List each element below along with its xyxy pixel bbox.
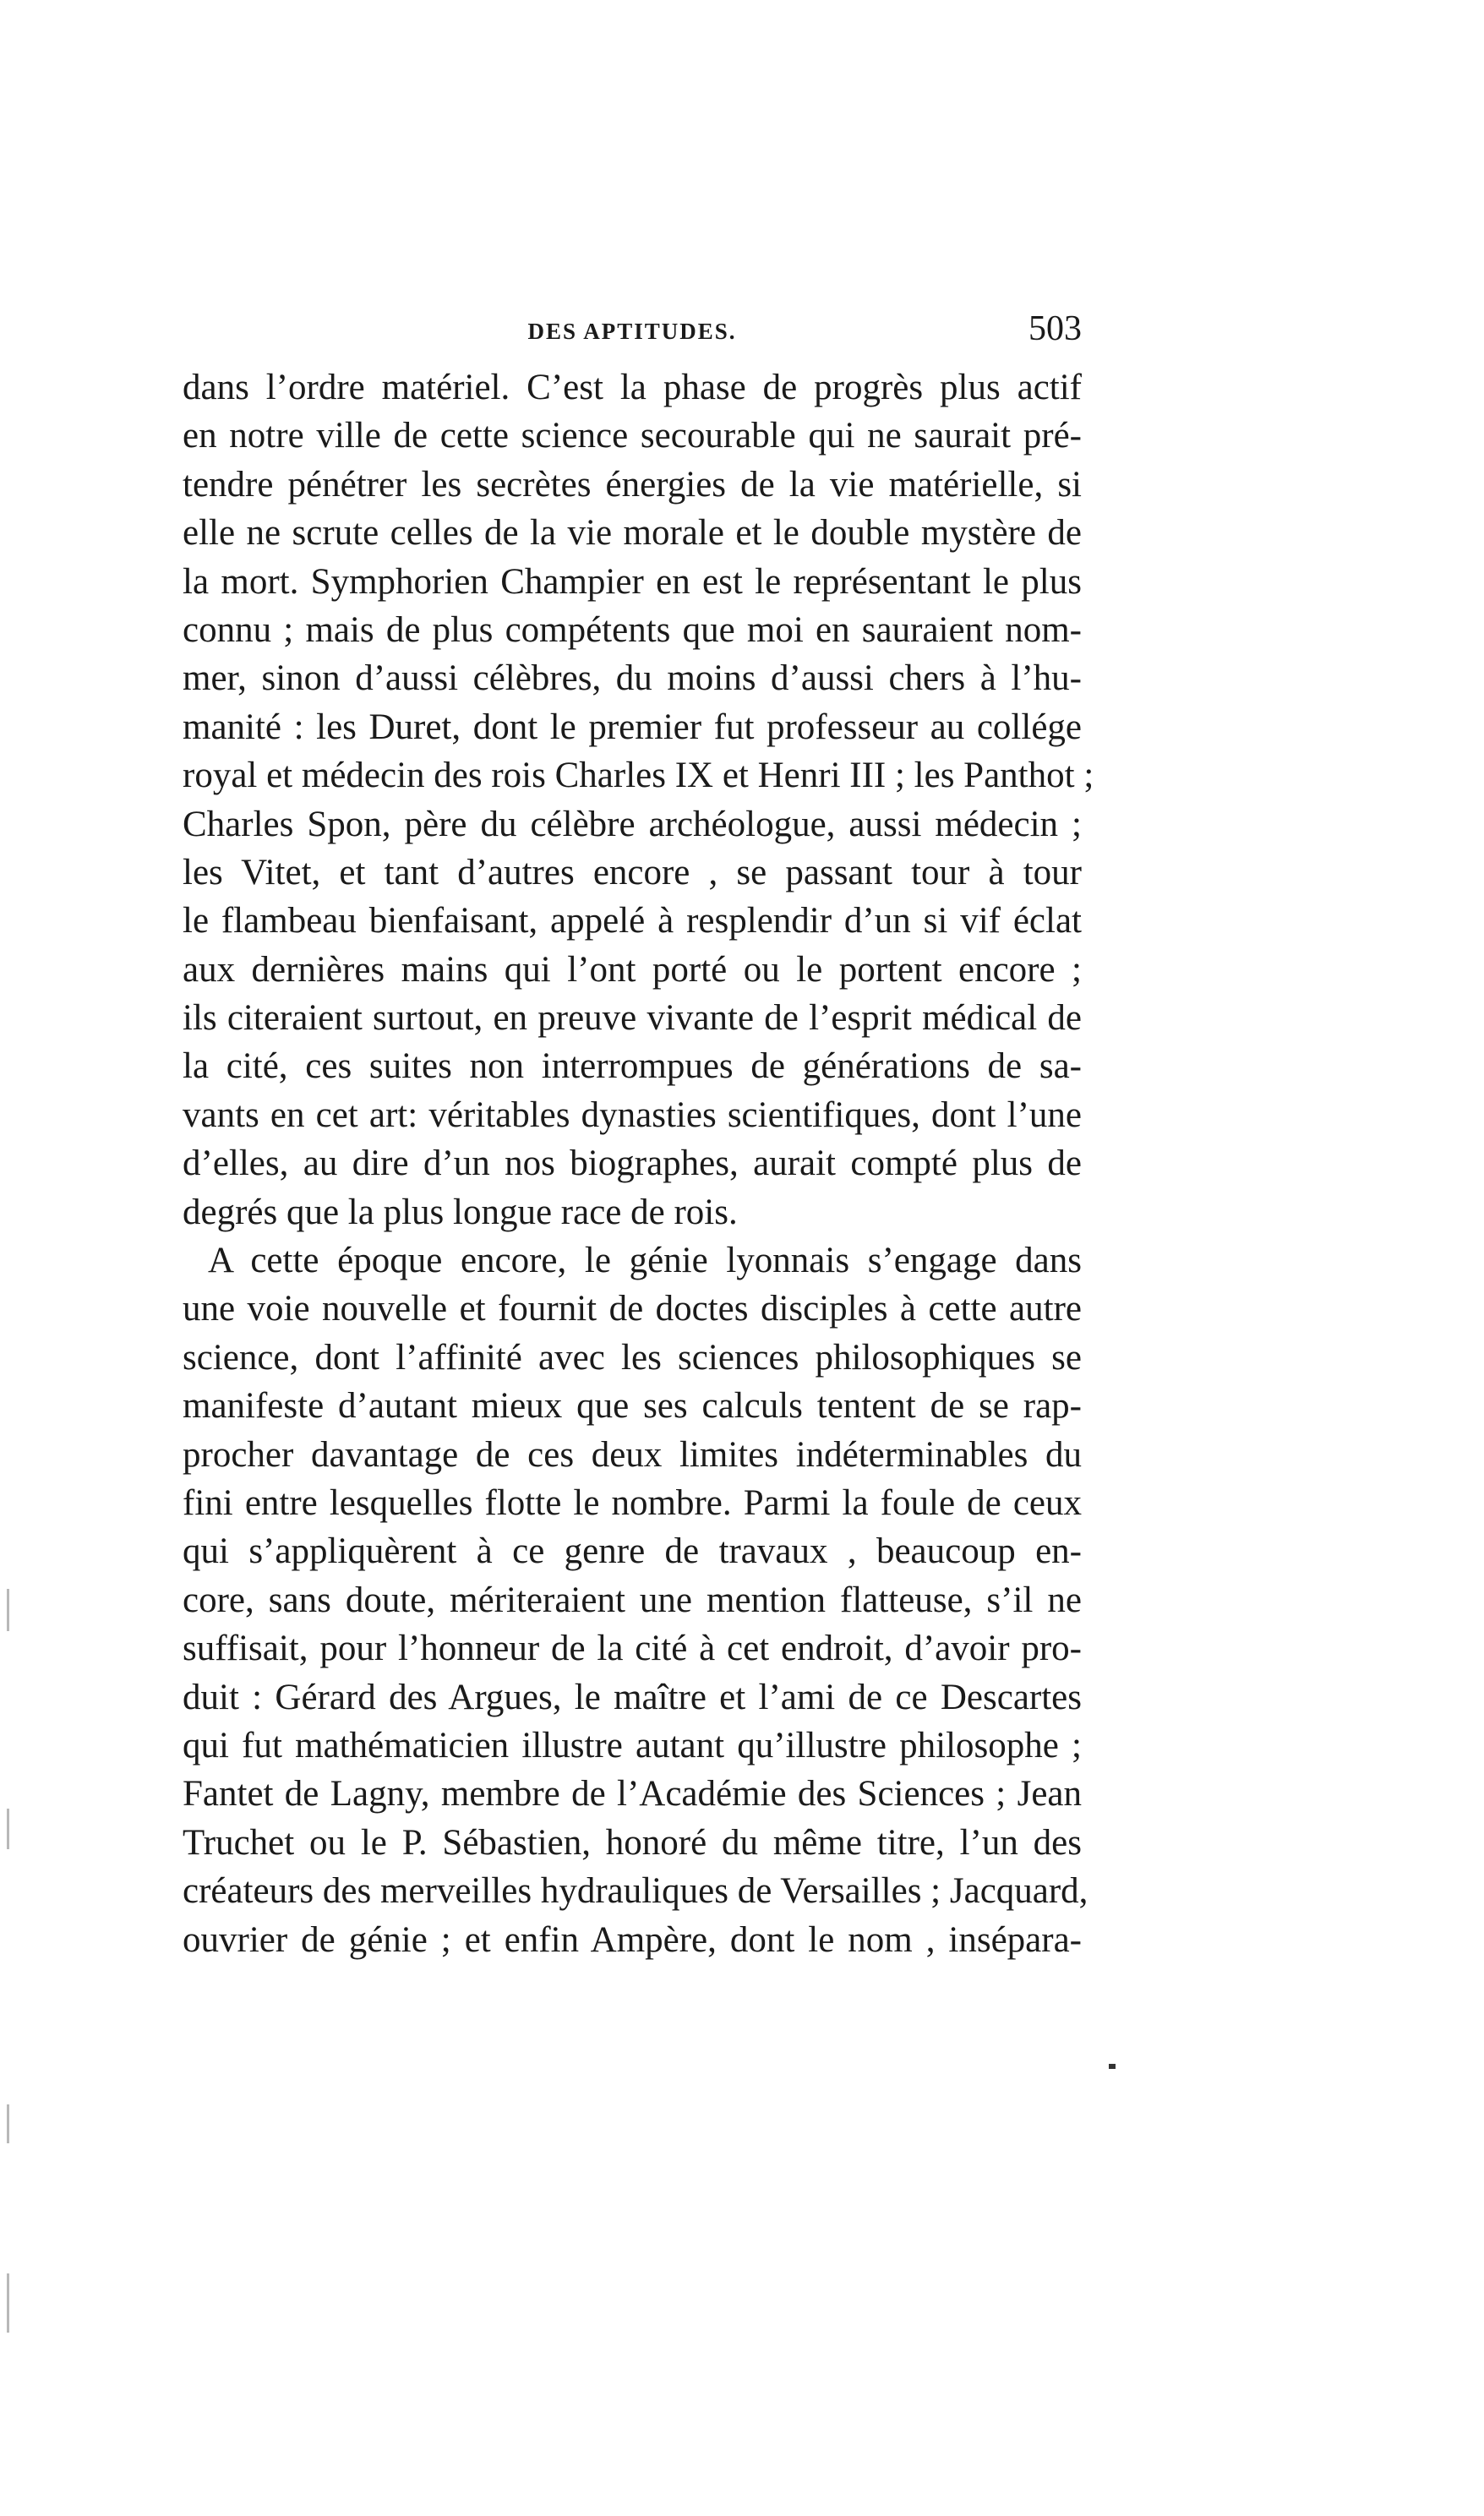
text-line: procher davantage de ces deux limites indéterminables du (183, 1434, 1082, 1475)
text-line: aux dernières mains qui l’ont porté ou le portent encore ; (183, 949, 1082, 990)
scan-mark (7, 2104, 9, 2143)
text-line: Charles Spon, père du célèbre archéologue, aussi médecin ; (183, 804, 1082, 844)
scan-mark (7, 1809, 9, 1849)
text-line: A cette époque encore, le génie lyonnais s’engage dans (208, 1241, 1082, 1281)
page-number: 503 (1028, 309, 1082, 348)
scan-mark (1109, 2064, 1116, 2069)
scan-mark (7, 1589, 9, 1631)
text-line: Fantet de Lagny, membre de l’Académie des Sciences ; Jean (183, 1774, 1082, 1815)
text-line: d’elles, au dire d’un nos biographes, aurait compté plus de (183, 1143, 1082, 1184)
text-line: degrés que la plus longue race de rois. (183, 1192, 738, 1232)
text-line: qui s’appliquèrent à ce genre de travaux , beaucoup en- (183, 1531, 1082, 1572)
text-line: suffisait, pour l’honneur de la cité à cet endroit, d’avoir pro- (183, 1629, 1082, 1669)
text-line: une voie nouvelle et fournit de doctes disciples à cette autre (183, 1289, 1082, 1329)
text-line: la mort. Symphorien Champier en est le représentant le plus (183, 561, 1082, 602)
text-line: core, sans doute, mériteraient une mention flatteuse, s’il ne (183, 1580, 1082, 1620)
text-line: le flambeau bienfaisant, appelé à resplendir d’un si vif éclat (183, 901, 1082, 941)
paragraph (183, 363, 1094, 1236)
text-line: fini entre lesquelles flotte le nombre. Parmi la foule de ceux (183, 1482, 1082, 1523)
scan-mark (7, 2273, 9, 2333)
text-line: duit : Gérard des Argues, le maître et l’ami de ce Descartes (183, 1677, 1082, 1717)
text-line: en notre ville de cette science secourable qui ne saurait pré- (183, 416, 1082, 456)
text-line: manité : les Duret, dont le premier fut professeur au collége (183, 707, 1082, 747)
text-line: les Vitet, et tant d’autres encore , se passant tour à tour (183, 852, 1082, 892)
text-line: manifeste d’autant mieux que ses calculs tentent de se rap- (183, 1386, 1082, 1427)
running-title: DES APTITUDES. (527, 319, 737, 344)
running-head (183, 308, 1082, 352)
text-line: créateurs des merveilles hydrauliques de Versailles ; Jacquard, (183, 1871, 1088, 1912)
text-line: ouvrier de génie ; et enfin Ampère, dont le nom , insépara- (183, 1919, 1082, 1960)
text-line: science, dont l’affinité avec les sciences philosophiques se (183, 1337, 1082, 1378)
text-line: ils citeraient surtout, en preuve vivante de l’esprit médical de (183, 998, 1082, 1039)
text-line: elle ne scrute celles de la vie morale et le double mystère de (183, 513, 1082, 554)
body-text (183, 363, 1094, 1964)
text-line: qui fut mathématicien illustre autant qu’illustre philosophe ; (183, 1725, 1082, 1766)
text-line: la cité, ces suites non interrompues de générations de sa- (183, 1046, 1082, 1087)
text-line: connu ; mais de plus compétents que moi en sauraient nom- (183, 609, 1082, 650)
paragraph (183, 1236, 1088, 1964)
text-line: dans l’ordre matériel. C’est la phase de progrès plus actif (183, 368, 1082, 407)
text-line: Truchet ou le P. Sébastien, honoré du même titre, l’un des (183, 1822, 1082, 1863)
text-line: mer, sinon d’aussi célèbres, du moins d’aussi chers à l’hu- (183, 658, 1082, 699)
text-line: tendre pénétrer les secrètes énergies de la vie matérielle, si (183, 464, 1082, 505)
text-line: royal et médecin des rois Charles IX et Henri III ; les Panthot ; (183, 756, 1094, 796)
text-line: vants en cet art: véritables dynasties scientifiques, dont l’une (183, 1094, 1082, 1135)
